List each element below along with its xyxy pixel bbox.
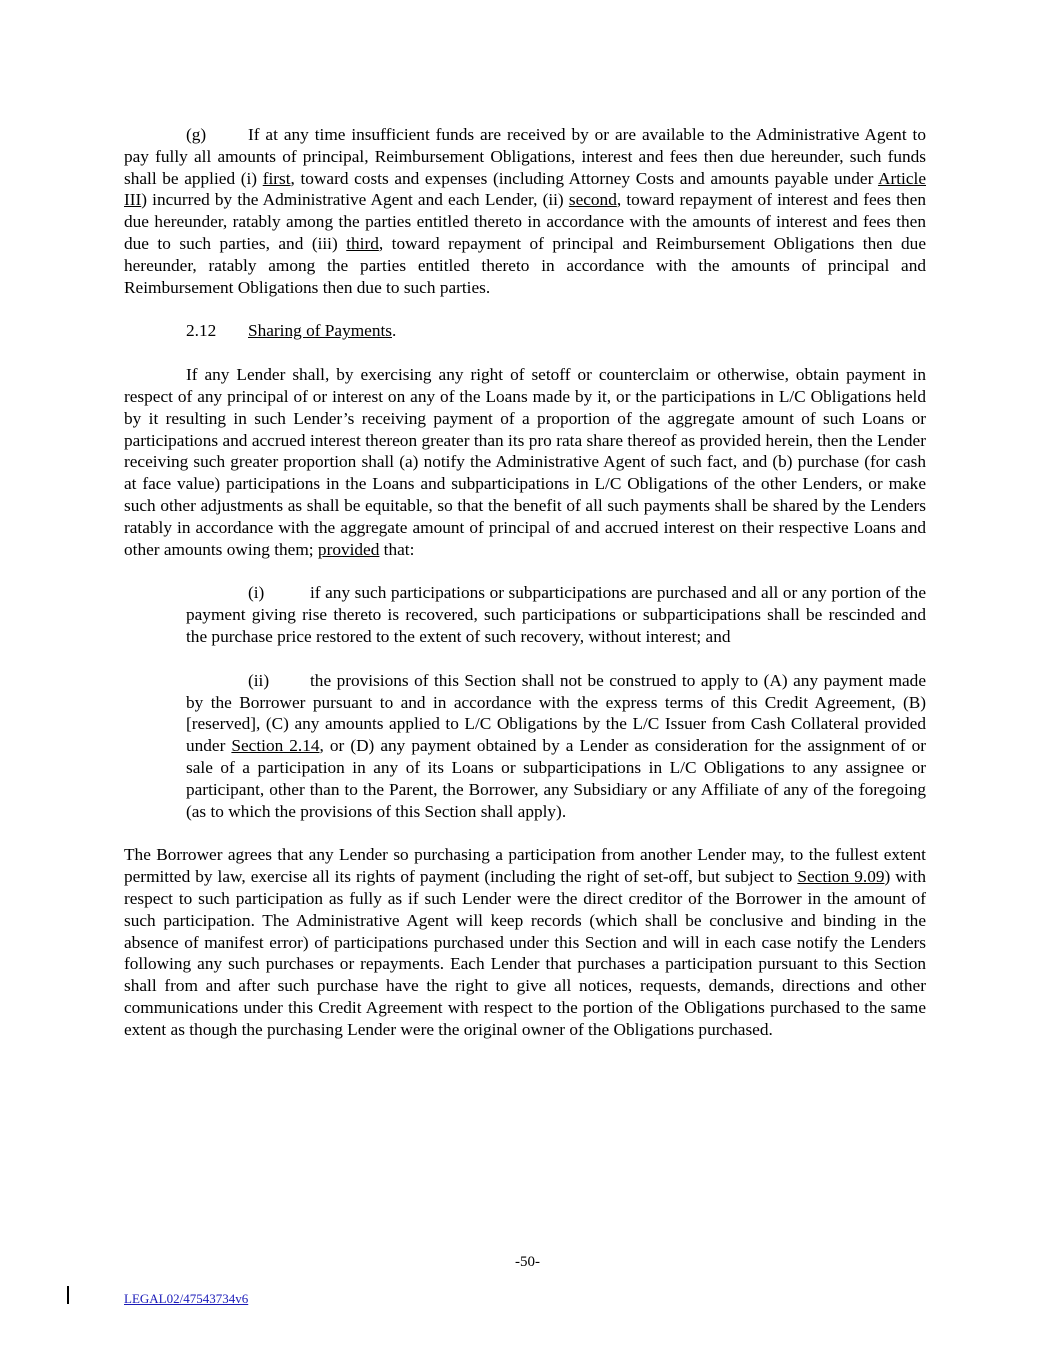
section-heading: 2.12 Sharing of Payments. bbox=[186, 321, 397, 341]
term-second: second bbox=[568, 190, 617, 210]
page-number: -50- bbox=[515, 1254, 540, 1270]
revision-bar bbox=[67, 1286, 69, 1304]
paragraph-g-label: (g) bbox=[186, 125, 207, 144]
term-provided: provided bbox=[317, 539, 380, 559]
section-9-09-reference: Section 9.09 bbox=[797, 867, 885, 887]
paragraph-g: (g) If at any time insufficient funds are received by or are available to the Administrative Agent to pay fully all amounts of principal, Reimbursement Obligations, interest and fees then due hereunder, such funds shall be applied (i) first, toward costs and expenses (including Attorney Costs and amounts payable under Article III) incurred by the Administrative Agent and each Lender, (ii) second, toward repayment of interest and fees then due hereunder, ratably among the parties entitled thereto in accordance with the amounts of interest and fees then due to such parties, and (iii) third, toward repayment of principal and Reimbursement Obligations then due hereunder, ratably among the parties entitled thereto in accordance with the amounts of principal and Reimbursement Obligations then due to such parties. bbox=[124, 125, 926, 297]
section-title: Sharing of Payments bbox=[248, 321, 392, 341]
final-paragraph: The Borrower agrees that any Lender so purchasing a participation from another Lender may, to the fullest extent permitted by law, exercise all its rights of payment (including the right of set-off, but subject to Section 9.09) with respect to such participation as fully as if such Lender were the direct creditor of the Borrower in the amount of such participation. The Administrative Agent will keep records (which shall be conclusive and binding in the absence of manifest error) of participations purchased under this Section and will in each case notify the Lenders following any such purchases or repayments. Each Lender that purchases a participation pursuant to this Section shall from and after such purchase have the right to give all notices, requests, demands, directions and other communications under this Credit Agreement with respect to the portion of the Obligations purchased to the same extent as though the purchasing Lender were the original owner of the Obligations purchased. bbox=[124, 845, 926, 1039]
section-2-14-reference: Section 2.14 bbox=[231, 736, 320, 756]
clause-i-text: if any such participations or subparticipations are purchased and all or any portion of the payment giving rise thereto is recovered, such participations or subparticipations shall be rescinded and the purchase price restored to the extent of such recovery, without interest; and bbox=[186, 583, 926, 646]
document-id-link[interactable]: LEGAL02/47543734v6 bbox=[124, 1291, 249, 1306]
clause-i-label: (i) bbox=[248, 583, 265, 603]
term-third: third bbox=[346, 233, 379, 253]
article-iii-reference: Article III bbox=[124, 168, 926, 210]
clause-ii-label: (ii) bbox=[248, 670, 270, 690]
term-first: first bbox=[262, 168, 291, 188]
sharing-paragraph: If any Lender shall, by exercising any right of setoff or counterclaim or otherwise, obtain payment in respect of any principal of or interest on any of the Loans made by it, or the participations in L/C Obligations held by it resulting in such Lender’s receiving payment of a proportion of the aggregate amount of such Loans or participations and accrued interest thereon greater than its pro rata share thereof as provided herein, then the Lender receiving such greater proportion shall (a) notify the Administrative Agent of such fact, and (b) purchase (for cash at face value) participations in the Loans and subparticipations in L/C Obligations of the other Lenders, or make such other adjustments as shall be equitable, so that the benefit of all such payments shall be shared by the Lenders ratably in accordance with the aggregate amount of principal of and accrued interest on their respective Loans and other amounts owing them; provided that: bbox=[124, 365, 926, 559]
document-body bbox=[124, 124, 926, 1040]
section-number: 2.12 bbox=[186, 321, 217, 341]
clause-ii: (ii) the provisions of this Section shall not be construed to apply to (A) any payment made by the Borrower pursuant to and in accordance with the express terms of this Credit Agreement, (B) [reserved], (C) any amounts applied to L/C Obligations by the L/C Issuer from Cash Collateral provided under Section 2.14, or (D) any payment obtained by a Lender as consideration for the assignment of or sale of a participation in any of its Loans or subparticipations in L/C Obligations to any assignee or participant, other than to the Parent, the Borrower, any Subsidiary or any Affiliate of any of the foregoing (as to which the provisions of this Section shall apply). bbox=[186, 670, 926, 821]
clause-i bbox=[186, 582, 926, 647]
